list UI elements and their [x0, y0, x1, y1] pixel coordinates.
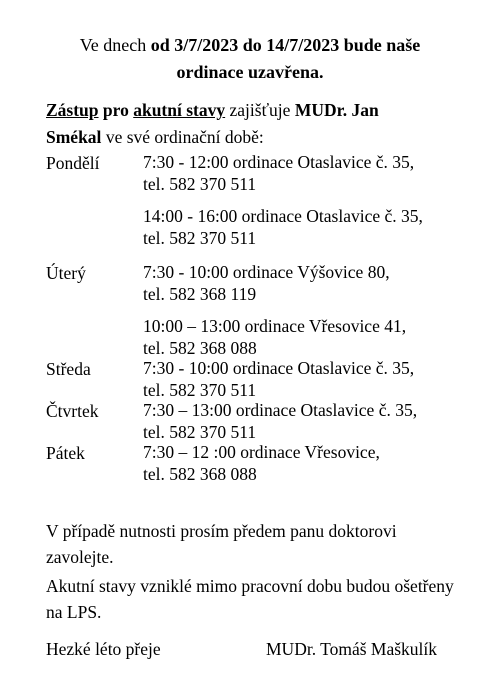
schedule-entry: [143, 316, 406, 359]
schedule-entry: [143, 152, 414, 195]
schedule-entry: [143, 400, 417, 443]
intro-akutni: akutní stavy: [133, 100, 226, 120]
entry-hours: 7:30 - 10:00 ordinace Otaslavice č. 35,: [143, 358, 415, 378]
entry-phone: tel. 582 368 119: [143, 283, 257, 304]
schedule-entry: [143, 206, 423, 249]
note-emergency: Akutní stavy vzniklé mimo pracovní dobu budou ošetřeny na LPS.: [46, 576, 454, 622]
doctor-signature: MUDr. Tomáš Maškulík: [266, 639, 438, 659]
entry-phone: tel. 582 368 088: [143, 337, 257, 358]
intro-pro: pro: [98, 100, 134, 120]
day-label: Čtvrtek: [46, 401, 99, 421]
entry-hours: 10:00 – 13:00 ordinace Vřesovice 41,: [143, 316, 407, 336]
entry-hours: 7:30 – 13:00 ordinace Otaslavice č. 35,: [143, 400, 418, 420]
intro-zastup: Zástup: [46, 100, 99, 120]
intro-zajistuje: zajišťuje: [225, 100, 295, 120]
title-dates: od 3/7/2023 do 14/7/2023 bude naše: [150, 35, 421, 55]
entry-hours: 14:00 - 16:00 ordinace Otaslavice č. 35,: [143, 206, 423, 226]
entry-hours: 7:30 - 10:00 ordinace Výšovice 80,: [143, 262, 390, 282]
intro-doctor-first: MUDr. Jan: [294, 100, 379, 120]
schedule-entry: [143, 358, 414, 401]
entry-phone: tel. 582 370 511: [143, 227, 257, 248]
entry-hours: 7:30 – 12 :00 ordinace Vřesovice,: [143, 442, 380, 462]
intro-doctor-last: Smékal: [46, 127, 102, 147]
note-call-ahead: V případě nutnosti prosím předem panu doktorovi zavolejte.: [46, 521, 397, 567]
day-label: Úterý: [46, 263, 86, 283]
day-label: Pondělí: [46, 153, 100, 173]
title-prefix: Ve dnech: [79, 35, 151, 55]
schedule-entry: [143, 262, 390, 305]
entry-phone: tel. 582 370 511: [143, 379, 257, 400]
closing-greeting: Hezké léto přeje: [46, 639, 161, 659]
entry-phone: tel. 582 370 511: [143, 421, 257, 442]
notice-title: [40, 32, 460, 86]
title-closed: ordinace uzavřena.: [176, 62, 324, 82]
intro-rest: ve své ordinační době:: [101, 127, 264, 147]
entry-hours: 7:30 - 12:00 ordinace Otaslavice č. 35,: [143, 152, 415, 172]
schedule-entry: [143, 442, 380, 485]
entry-phone: tel. 582 368 088: [143, 463, 257, 484]
substitute-intro: [46, 97, 466, 151]
day-label: Středa: [46, 359, 91, 379]
entry-phone: tel. 582 370 511: [143, 173, 257, 194]
day-label: Pátek: [46, 443, 85, 463]
